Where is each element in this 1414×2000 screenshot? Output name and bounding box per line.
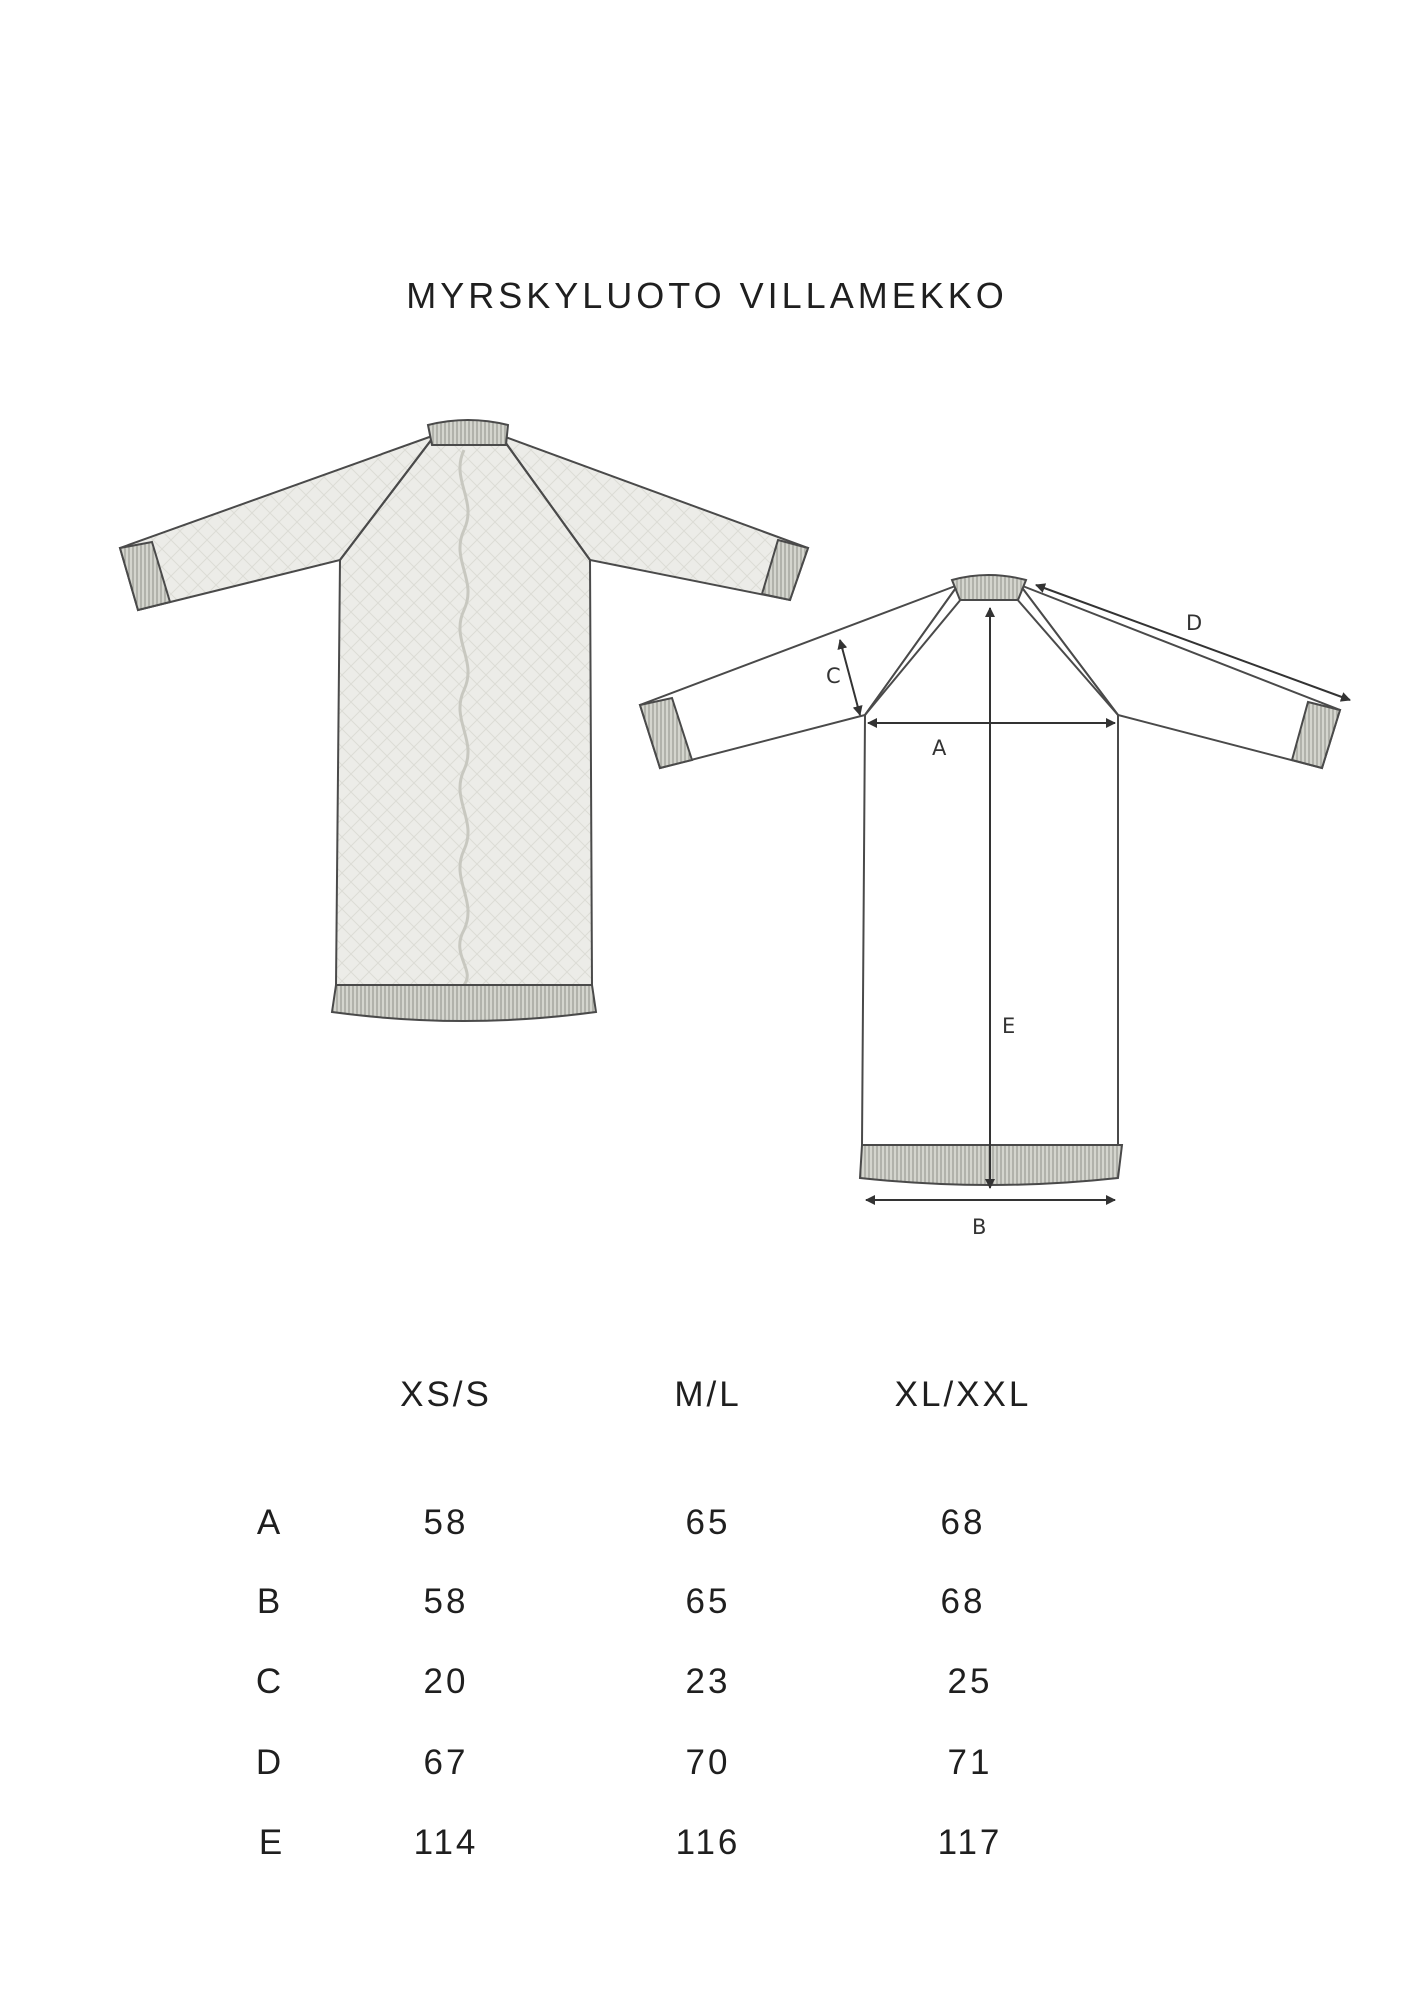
row-label: E — [258, 1823, 286, 1862]
dress-body — [336, 435, 592, 985]
row-label: D — [255, 1743, 285, 1782]
table-cell: 71 — [947, 1743, 993, 1782]
page-title: MYRSKYLUOTO VILLAMEKKO — [406, 275, 1008, 316]
table-cell: 23 — [685, 1662, 731, 1701]
table-cell: 65 — [685, 1503, 731, 1542]
table-cell: 25 — [947, 1662, 993, 1701]
table-cell: 58 — [423, 1582, 469, 1621]
table-cell: 117 — [937, 1823, 1003, 1862]
table-cell: 20 — [423, 1662, 469, 1701]
dimension-b-label: B — [972, 1215, 987, 1239]
size-header: M/L — [674, 1375, 742, 1414]
table-cell: 67 — [423, 1743, 469, 1782]
schematic-collar — [952, 575, 1026, 600]
size-header: XS/S — [400, 1375, 492, 1414]
row-label: B — [256, 1582, 284, 1621]
table-cell: 116 — [675, 1823, 741, 1862]
dimension-a-label: A — [932, 736, 947, 760]
hem-rib — [332, 985, 596, 1021]
table-cell: 70 — [685, 1743, 731, 1782]
dimension-e-label: E — [1002, 1014, 1016, 1038]
dimension-c-label: C — [826, 664, 841, 688]
size-header: XL/XXL — [894, 1375, 1032, 1414]
row-label: C — [255, 1662, 285, 1701]
dress-schematic — [640, 575, 1350, 1239]
collar — [428, 420, 508, 445]
table-cell: 68 — [940, 1503, 986, 1542]
table-cell: 58 — [423, 1503, 469, 1542]
table-cell: 114 — [413, 1823, 479, 1862]
table-cell: 68 — [940, 1582, 986, 1621]
row-label: A — [256, 1503, 284, 1542]
table-cell: 65 — [685, 1582, 731, 1621]
dimension-d-label: D — [1186, 611, 1203, 635]
